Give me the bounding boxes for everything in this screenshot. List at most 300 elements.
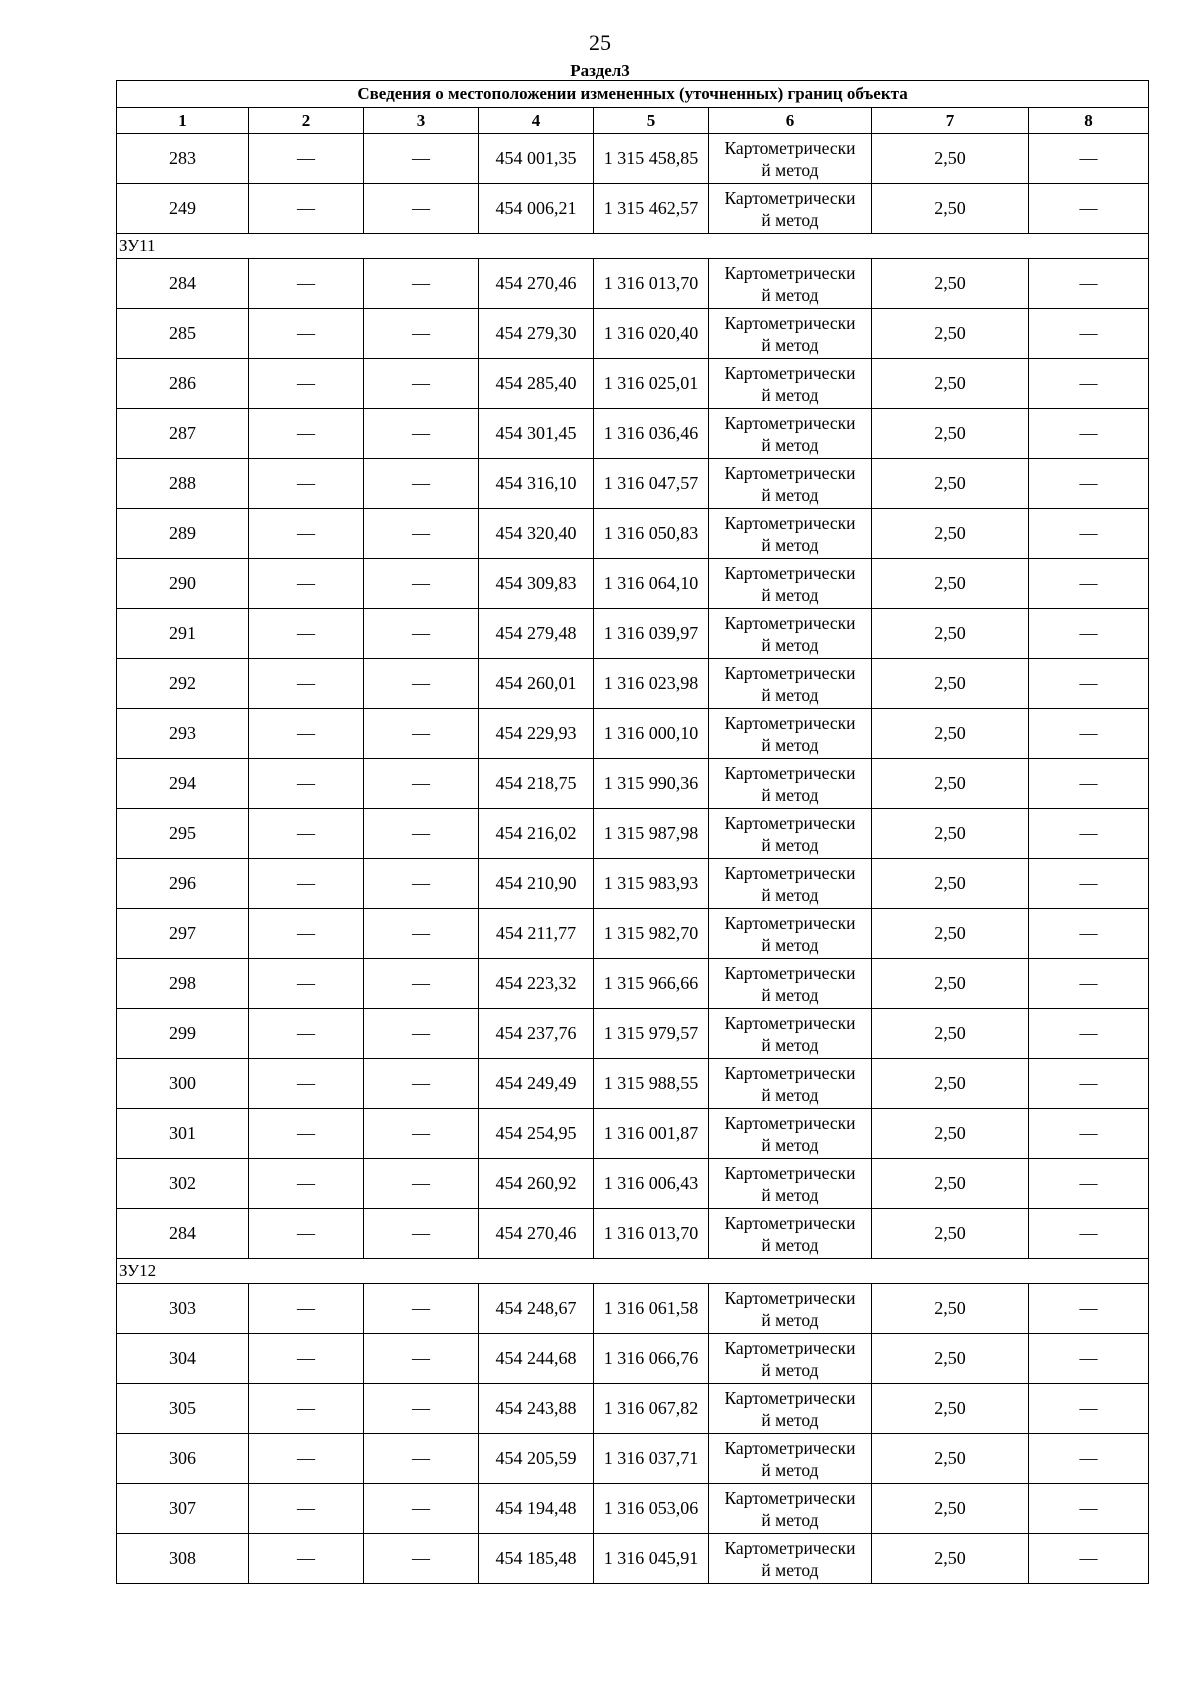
table-caption-row [117,81,1149,108]
method-text-line1: Картометрически [724,1387,856,1408]
x-coordinate-cell: 454 001,35 [479,134,594,184]
method-text-line2: й метод [761,634,819,655]
method-cell [709,709,872,759]
column-8-cell: — [1029,909,1149,959]
y-coordinate-cell: 1 316 020,40 [594,309,709,359]
boundary-coordinates-table [116,80,1149,1584]
point-number-cell: 298 [117,959,249,1009]
column-8-cell: — [1029,659,1149,709]
method-cell [709,134,872,184]
table-row [117,459,1149,509]
method-text-line1: Картометрически [724,912,856,933]
accuracy-cell: 2,50 [872,459,1029,509]
table-row [117,1159,1149,1209]
method-text-line2: й метод [761,534,819,555]
column-3-cell: — [364,1009,479,1059]
method-text-line2: й метод [761,584,819,605]
column-8-cell: — [1029,1334,1149,1384]
y-coordinate-cell: 1 315 982,70 [594,909,709,959]
method-text-line2: й метод [761,1309,819,1330]
accuracy-cell: 2,50 [872,509,1029,559]
y-coordinate-cell: 1 316 006,43 [594,1159,709,1209]
column-2-cell: — [249,1059,364,1109]
method-text-line1: Картометрически [724,712,856,733]
y-coordinate-cell: 1 316 066,76 [594,1334,709,1384]
accuracy-cell: 2,50 [872,1059,1029,1109]
method-text-line1: Картометрически [724,1062,856,1083]
accuracy-cell: 2,50 [872,309,1029,359]
column-8-cell: — [1029,1159,1149,1209]
point-number-cell: 299 [117,1009,249,1059]
point-number-cell: 294 [117,759,249,809]
y-coordinate-cell: 1 315 966,66 [594,959,709,1009]
column-3-cell: — [364,459,479,509]
y-coordinate-cell: 1 316 053,06 [594,1484,709,1534]
page-number: 25 [589,30,611,55]
column-number: 1 [117,108,249,134]
accuracy-cell: 2,50 [872,709,1029,759]
method-cell [709,259,872,309]
point-number-cell: 297 [117,909,249,959]
column-8-cell: — [1029,309,1149,359]
x-coordinate-cell: 454 260,92 [479,1159,594,1209]
table-row [117,1334,1149,1384]
method-text-line1: Картометрически [724,1112,856,1133]
method-text-line2: й метод [761,384,819,405]
method-text-line1: Картометрически [724,1337,856,1358]
accuracy-cell: 2,50 [872,959,1029,1009]
column-8-cell: — [1029,1059,1149,1109]
method-text-line2: й метод [761,1459,819,1480]
column-3-cell: — [364,609,479,659]
column-2-cell: — [249,1384,364,1434]
column-2-cell: — [249,459,364,509]
column-number: 5 [594,108,709,134]
method-cell [709,609,872,659]
column-2-cell: — [249,309,364,359]
method-text-line2: й метод [761,1359,819,1380]
method-cell [709,809,872,859]
column-2-cell: — [249,409,364,459]
accuracy-cell: 2,50 [872,909,1029,959]
y-coordinate-cell: 1 316 000,10 [594,709,709,759]
y-coordinate-cell: 1 315 988,55 [594,1059,709,1109]
method-text-line1: Картометрически [724,187,856,208]
method-text-line1: Картометрически [724,312,856,333]
y-coordinate-cell: 1 316 067,82 [594,1384,709,1434]
column-3-cell: — [364,859,479,909]
column-8-cell: — [1029,1484,1149,1534]
column-8-cell: — [1029,1284,1149,1334]
table-row [117,759,1149,809]
column-8-cell: — [1029,259,1149,309]
method-text-line1: Картометрически [724,512,856,533]
column-3-cell: — [364,259,479,309]
method-text-line2: й метод [761,1084,819,1105]
method-text-line2: й метод [761,784,819,805]
column-8-cell: — [1029,709,1149,759]
column-3-cell: — [364,1059,479,1109]
point-number-cell: 303 [117,1284,249,1334]
table-row [117,1209,1149,1259]
column-3-cell: — [364,959,479,1009]
point-number-cell: 296 [117,859,249,909]
method-text-line1: Картометрически [724,1437,856,1458]
column-3-cell: — [364,134,479,184]
column-3-cell: — [364,759,479,809]
method-text-line1: Картометрически [724,562,856,583]
y-coordinate-cell: 1 316 023,98 [594,659,709,709]
method-text-line2: й метод [761,934,819,955]
column-3-cell: — [364,659,479,709]
method-text-line2: й метод [761,484,819,505]
method-cell [709,459,872,509]
column-8-cell: — [1029,1009,1149,1059]
column-8-cell: — [1029,1534,1149,1584]
accuracy-cell: 2,50 [872,559,1029,609]
method-cell [709,1534,872,1584]
x-coordinate-cell: 454 260,01 [479,659,594,709]
point-number-cell: 292 [117,659,249,709]
method-text-line2: й метод [761,159,819,180]
y-coordinate-cell: 1 315 987,98 [594,809,709,859]
method-text-line2: й метод [761,209,819,230]
point-number-cell: 306 [117,1434,249,1484]
y-coordinate-cell: 1 316 039,97 [594,609,709,659]
method-text-line2: й метод [761,734,819,755]
point-number-cell: 305 [117,1384,249,1434]
column-2-cell: — [249,609,364,659]
point-number-cell: 285 [117,309,249,359]
column-2-cell: — [249,509,364,559]
method-cell [709,759,872,809]
column-3-cell: — [364,1534,479,1584]
x-coordinate-cell: 454 249,49 [479,1059,594,1109]
method-text-line2: й метод [761,884,819,905]
table-row [117,359,1149,409]
method-text-line1: Картометрически [724,662,856,683]
method-text-line1: Картометрически [724,962,856,983]
method-text-line1: Картометрически [724,1487,856,1508]
column-3-cell: — [364,1334,479,1384]
x-coordinate-cell: 454 279,30 [479,309,594,359]
y-coordinate-cell: 1 316 050,83 [594,509,709,559]
method-cell [709,509,872,559]
column-2-cell: — [249,359,364,409]
point-number-cell: 291 [117,609,249,659]
accuracy-cell: 2,50 [872,184,1029,234]
column-8-cell: — [1029,959,1149,1009]
accuracy-cell: 2,50 [872,1159,1029,1209]
method-text-line2: й метод [761,834,819,855]
column-3-cell: — [364,359,479,409]
accuracy-cell: 2,50 [872,359,1029,409]
column-2-cell: — [249,1534,364,1584]
y-coordinate-cell: 1 315 979,57 [594,1009,709,1059]
table-row [117,959,1149,1009]
column-3-cell: — [364,1284,479,1334]
column-2-cell: — [249,1484,364,1534]
column-number: 7 [872,108,1029,134]
column-8-cell: — [1029,559,1149,609]
column-2-cell: — [249,1334,364,1384]
point-number-cell: 286 [117,359,249,409]
method-text-line1: Картометрически [724,1212,856,1233]
table-row [117,1534,1149,1584]
table-row [117,859,1149,909]
method-text-line1: Картометрически [724,412,856,433]
method-cell [709,1334,872,1384]
column-2-cell: — [249,1284,364,1334]
x-coordinate-cell: 454 301,45 [479,409,594,459]
table-body [117,134,1149,1584]
column-number: 2 [249,108,364,134]
column-number: 6 [709,108,872,134]
method-text-line2: й метод [761,984,819,1005]
point-number-cell: 288 [117,459,249,509]
group-label: ЗУ11 [117,234,1149,259]
column-2-cell: — [249,959,364,1009]
accuracy-cell: 2,50 [872,1284,1029,1334]
method-cell [709,184,872,234]
method-cell [709,1159,872,1209]
accuracy-cell: 2,50 [872,1209,1029,1259]
group-header-row [117,234,1149,259]
column-number-row [117,108,1149,134]
table-row [117,259,1149,309]
column-3-cell: — [364,709,479,759]
table-row [117,184,1149,234]
method-cell [709,1059,872,1109]
y-coordinate-cell: 1 316 061,58 [594,1284,709,1334]
method-cell [709,409,872,459]
column-3-cell: — [364,909,479,959]
y-coordinate-cell: 1 315 462,57 [594,184,709,234]
accuracy-cell: 2,50 [872,409,1029,459]
x-coordinate-cell: 454 279,48 [479,609,594,659]
column-3-cell: — [364,184,479,234]
point-number-cell: 249 [117,184,249,234]
column-2-cell: — [249,1434,364,1484]
x-coordinate-cell: 454 244,68 [479,1334,594,1384]
y-coordinate-cell: 1 316 036,46 [594,409,709,459]
column-2-cell: — [249,1109,364,1159]
table-row [117,409,1149,459]
column-8-cell: — [1029,134,1149,184]
accuracy-cell: 2,50 [872,134,1029,184]
y-coordinate-cell: 1 315 983,93 [594,859,709,909]
method-cell [709,909,872,959]
table-row [117,1109,1149,1159]
column-2-cell: — [249,809,364,859]
method-text-line2: й метод [761,1184,819,1205]
y-coordinate-cell: 1 316 025,01 [594,359,709,409]
y-coordinate-cell: 1 316 001,87 [594,1109,709,1159]
column-2-cell: — [249,559,364,609]
y-coordinate-cell: 1 316 037,71 [594,1434,709,1484]
point-number-cell: 304 [117,1334,249,1384]
method-text-line2: й метод [761,1409,819,1430]
point-number-cell: 287 [117,409,249,459]
method-text-line2: й метод [761,334,819,355]
table-row [117,609,1149,659]
column-8-cell: — [1029,509,1149,559]
accuracy-cell: 2,50 [872,1534,1029,1584]
accuracy-cell: 2,50 [872,1334,1029,1384]
method-text-line2: й метод [761,1509,819,1530]
x-coordinate-cell: 454 285,40 [479,359,594,409]
method-text-line2: й метод [761,1034,819,1055]
column-8-cell: — [1029,1209,1149,1259]
y-coordinate-cell: 1 316 047,57 [594,459,709,509]
method-text-line1: Картометрически [724,362,856,383]
method-cell [709,1009,872,1059]
accuracy-cell: 2,50 [872,1009,1029,1059]
point-number-cell: 308 [117,1534,249,1584]
x-coordinate-cell: 454 237,76 [479,1009,594,1059]
method-text-line1: Картометрически [724,1287,856,1308]
column-8-cell: — [1029,1384,1149,1434]
point-number-cell: 290 [117,559,249,609]
x-coordinate-cell: 454 229,93 [479,709,594,759]
accuracy-cell: 2,50 [872,1109,1029,1159]
column-2-cell: — [249,759,364,809]
y-coordinate-cell: 1 316 064,10 [594,559,709,609]
method-text-line1: Картометрически [724,862,856,883]
point-number-cell: 295 [117,809,249,859]
method-cell [709,1284,872,1334]
column-8-cell: — [1029,459,1149,509]
column-3-cell: — [364,509,479,559]
x-coordinate-cell: 454 210,90 [479,859,594,909]
table-row [117,1434,1149,1484]
point-number-cell: 302 [117,1159,249,1209]
x-coordinate-cell: 454 254,95 [479,1109,594,1159]
point-number-cell: 284 [117,1209,249,1259]
method-text-line2: й метод [761,434,819,455]
column-3-cell: — [364,409,479,459]
column-8-cell: — [1029,809,1149,859]
accuracy-cell: 2,50 [872,1384,1029,1434]
point-number-cell: 293 [117,709,249,759]
point-number-cell: 301 [117,1109,249,1159]
accuracy-cell: 2,50 [872,759,1029,809]
column-8-cell: — [1029,759,1149,809]
table-row [117,559,1149,609]
table-caption: Сведения о местоположении измененных (уточненных) границ объекта [117,81,1149,108]
accuracy-cell: 2,50 [872,1434,1029,1484]
method-text-line1: Картометрически [724,1162,856,1183]
method-text-line1: Картометрически [724,762,856,783]
column-8-cell: — [1029,184,1149,234]
method-text-line1: Картометрически [724,262,856,283]
accuracy-cell: 2,50 [872,609,1029,659]
table-row [117,1284,1149,1334]
table-row [117,509,1149,559]
x-coordinate-cell: 454 243,88 [479,1384,594,1434]
column-3-cell: — [364,1484,479,1534]
method-text-line1: Картометрически [724,1012,856,1033]
column-2-cell: — [249,1159,364,1209]
column-3-cell: — [364,309,479,359]
method-text-line2: й метод [761,684,819,705]
column-8-cell: — [1029,1109,1149,1159]
column-2-cell: — [249,909,364,959]
column-3-cell: — [364,1434,479,1484]
table-row [117,1059,1149,1109]
column-3-cell: — [364,809,479,859]
x-coordinate-cell: 454 223,32 [479,959,594,1009]
x-coordinate-cell: 454 270,46 [479,1209,594,1259]
method-cell [709,959,872,1009]
method-cell [709,309,872,359]
method-text-line1: Картометрически [724,1537,856,1558]
column-number: 4 [479,108,594,134]
point-number-cell: 289 [117,509,249,559]
table-row [117,909,1149,959]
method-cell [709,1209,872,1259]
column-2-cell: — [249,259,364,309]
accuracy-cell: 2,50 [872,1484,1029,1534]
column-3-cell: — [364,1159,479,1209]
method-text-line2: й метод [761,1234,819,1255]
y-coordinate-cell: 1 316 013,70 [594,259,709,309]
method-text-line1: Картометрически [724,612,856,633]
x-coordinate-cell: 454 248,67 [479,1284,594,1334]
column-8-cell: — [1029,359,1149,409]
group-header-row [117,1259,1149,1284]
point-number-cell: 284 [117,259,249,309]
column-number: 3 [364,108,479,134]
method-cell [709,859,872,909]
accuracy-cell: 2,50 [872,859,1029,909]
x-coordinate-cell: 454 309,83 [479,559,594,609]
group-label: ЗУ12 [117,1259,1149,1284]
x-coordinate-cell: 454 316,10 [479,459,594,509]
x-coordinate-cell: 454 320,40 [479,509,594,559]
table-row [117,1484,1149,1534]
section-title: Раздел3 [570,61,630,80]
column-2-cell: — [249,184,364,234]
y-coordinate-cell: 1 316 045,91 [594,1534,709,1584]
y-coordinate-cell: 1 315 990,36 [594,759,709,809]
point-number-cell: 283 [117,134,249,184]
method-cell [709,1484,872,1534]
method-cell [709,659,872,709]
method-text-line2: й метод [761,1134,819,1155]
column-8-cell: — [1029,1434,1149,1484]
x-coordinate-cell: 454 185,48 [479,1534,594,1584]
x-coordinate-cell: 454 006,21 [479,184,594,234]
column-8-cell: — [1029,609,1149,659]
column-3-cell: — [364,559,479,609]
x-coordinate-cell: 454 211,77 [479,909,594,959]
column-3-cell: — [364,1209,479,1259]
column-2-cell: — [249,859,364,909]
column-number: 8 [1029,108,1149,134]
table-row [117,809,1149,859]
column-2-cell: — [249,709,364,759]
y-coordinate-cell: 1 315 458,85 [594,134,709,184]
method-text-line2: й метод [761,1559,819,1580]
accuracy-cell: 2,50 [872,659,1029,709]
x-coordinate-cell: 454 218,75 [479,759,594,809]
table-row [117,659,1149,709]
method-text-line1: Картометрически [724,137,856,158]
column-8-cell: — [1029,409,1149,459]
method-text-line1: Картометрически [724,812,856,833]
method-cell [709,559,872,609]
